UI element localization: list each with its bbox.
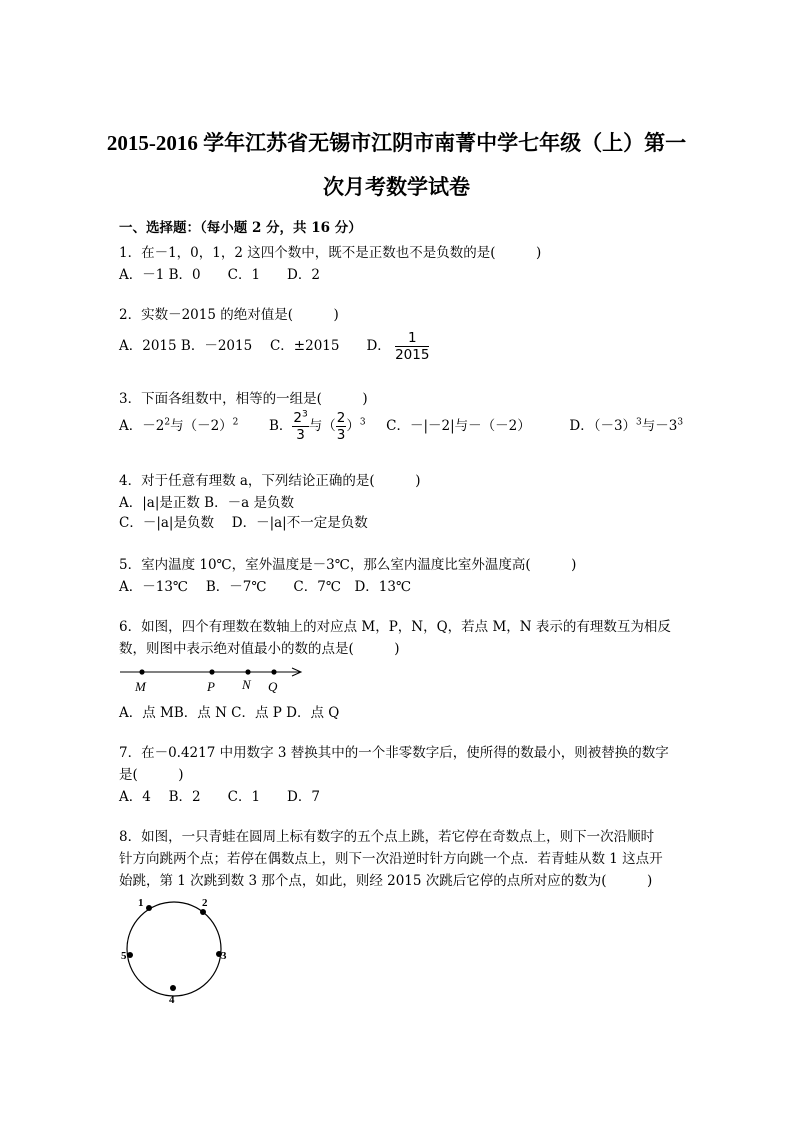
point-q-label: Q <box>268 679 278 694</box>
exam-title-line2: 次月考数学试卷 <box>323 175 470 199</box>
q3-b-frac1-num: 2 <box>293 410 303 426</box>
q8-stem-3: 始跳，第 1 次跳到数 3 那个点，如此，则经 2015 次跳后它停的点所对应的数为( ) <box>119 873 653 889</box>
q1-options: A．－1 B．0 C．1 D．2 <box>119 267 320 283</box>
q2-options-row <box>119 330 429 363</box>
circle-label-3: 3 <box>221 950 227 962</box>
point-p-dot <box>209 669 214 674</box>
q2-frac-num: 1 <box>395 330 429 347</box>
q3-option-a <box>119 418 238 434</box>
q3-b-frac1 <box>292 410 308 443</box>
q7-stem-2: 是( ) <box>119 767 184 783</box>
frog-circle <box>127 902 221 996</box>
exam-title-line1: 2015-2016 学年江苏省无锡市江阴市南菁中学七年级（上）第一 <box>106 131 687 155</box>
circle-label-1: 1 <box>138 897 144 909</box>
q3-option-c: C．－|－2|与－（－2） <box>386 418 531 434</box>
section-heading: 一、选择题：（每小题 2 分，共 16 分） <box>119 220 362 236</box>
q3-b-frac1-exp: 3 <box>302 409 308 420</box>
q3-d-mid: 与－3 <box>641 418 678 434</box>
q3-d-exp: 3 <box>636 417 642 428</box>
q6-stem-1: 6．如图，四个有理数在数轴上的对应点 M，P，N，Q，若点 M，N 表示的有理数互为相反 <box>119 619 671 635</box>
q3-b-frac2-den: 3 <box>336 427 346 443</box>
circle-point-1 <box>146 905 152 911</box>
q3-stem: 3．下面各组数中，相等的一组是( ) <box>119 391 368 407</box>
circle-point-4 <box>170 985 176 991</box>
number-line-figure <box>118 660 318 696</box>
q3-b-with: 与（ <box>308 418 336 434</box>
q2-frac-den: 2015 <box>395 347 430 363</box>
q3-d-exp2: 3 <box>677 417 684 428</box>
q6-options: A．点 MB．点 N C．点 P D．点 Q <box>119 705 340 721</box>
point-m-dot <box>139 669 144 674</box>
point-n-label: N <box>242 677 251 692</box>
q8-stem-1: 8．如图，一只青蛙在圆周上标有数字的五个点上跳，若它停在奇数点上，则下一次沿顺时 <box>119 829 655 845</box>
q2-stem: 2．实数－2015 的绝对值是( ) <box>119 307 339 323</box>
q3-b-close: ） <box>346 418 360 434</box>
q4-stem: 4．对于任意有理数 a，下列结论正确的是( ) <box>119 473 421 489</box>
q3-b-frac2-num: 2 <box>336 410 346 426</box>
q3-option-b <box>269 409 366 443</box>
q1-stem: 1．在－1，0，1，2 这四个数中，既不是正数也不是负数的是( ) <box>119 245 542 261</box>
q4-options-1: A．|a|是正数 B．－a 是负数 <box>119 495 294 511</box>
circle-label-4: 4 <box>169 994 175 1006</box>
q3-b-exp: 3 <box>359 417 366 428</box>
circle-label-2: 2 <box>202 897 208 909</box>
q3-a-exp2: 2 <box>232 417 239 428</box>
circle-point-5 <box>127 952 133 958</box>
q7-stem-1: 7．在－0.4217 中用数字 3 替换其中的一个非零数字后，使所得的数最小，则被替换的数字 <box>119 745 669 761</box>
q8-stem-2: 针方向跳两个点；若停在偶数点上，则下一次沿逆时针方向跳一个点．若青蛙从数 1 这点开 <box>119 851 663 867</box>
q5-stem: 5．室内温度 10℃，室外温度是－3℃，那么室内温度比室外温度高( ) <box>119 557 577 573</box>
q7-options: A．4 B．2 C．1 D．7 <box>119 789 320 805</box>
q3-option-d <box>569 418 683 434</box>
q3-b-frac1-den: 3 <box>296 427 305 443</box>
point-m-label: M <box>135 679 146 694</box>
point-q-dot <box>271 669 276 674</box>
q2-options: A．2015 B．－2015 C．±2015 D． <box>119 338 391 354</box>
q5-options: A．－13℃ B．－7℃ C．7℃ D．13℃ <box>119 579 412 595</box>
q2-option-d-fraction <box>395 330 429 363</box>
circle-label-5: 5 <box>121 950 127 962</box>
q3-b-frac2 <box>336 410 347 443</box>
circle-point-2 <box>200 909 206 915</box>
q4-options-2: C．－|a|是负数 D．－|a|不一定是负数 <box>119 515 368 531</box>
q3-a-mid: 与（－2） <box>170 418 233 434</box>
q3-options-row <box>119 410 683 443</box>
point-p-label: P <box>207 679 215 694</box>
q3-b-label: B． <box>269 418 293 434</box>
q3-a-base: A．－2 <box>119 418 165 434</box>
point-n-dot <box>245 669 250 674</box>
q3-d-base: D．（－3） <box>569 418 637 434</box>
q6-stem-2: 数，则图中表示绝对值最小的数的点是( ) <box>119 641 400 657</box>
frog-circle-figure <box>112 892 242 1010</box>
q3-a-exp: 2 <box>164 417 171 428</box>
